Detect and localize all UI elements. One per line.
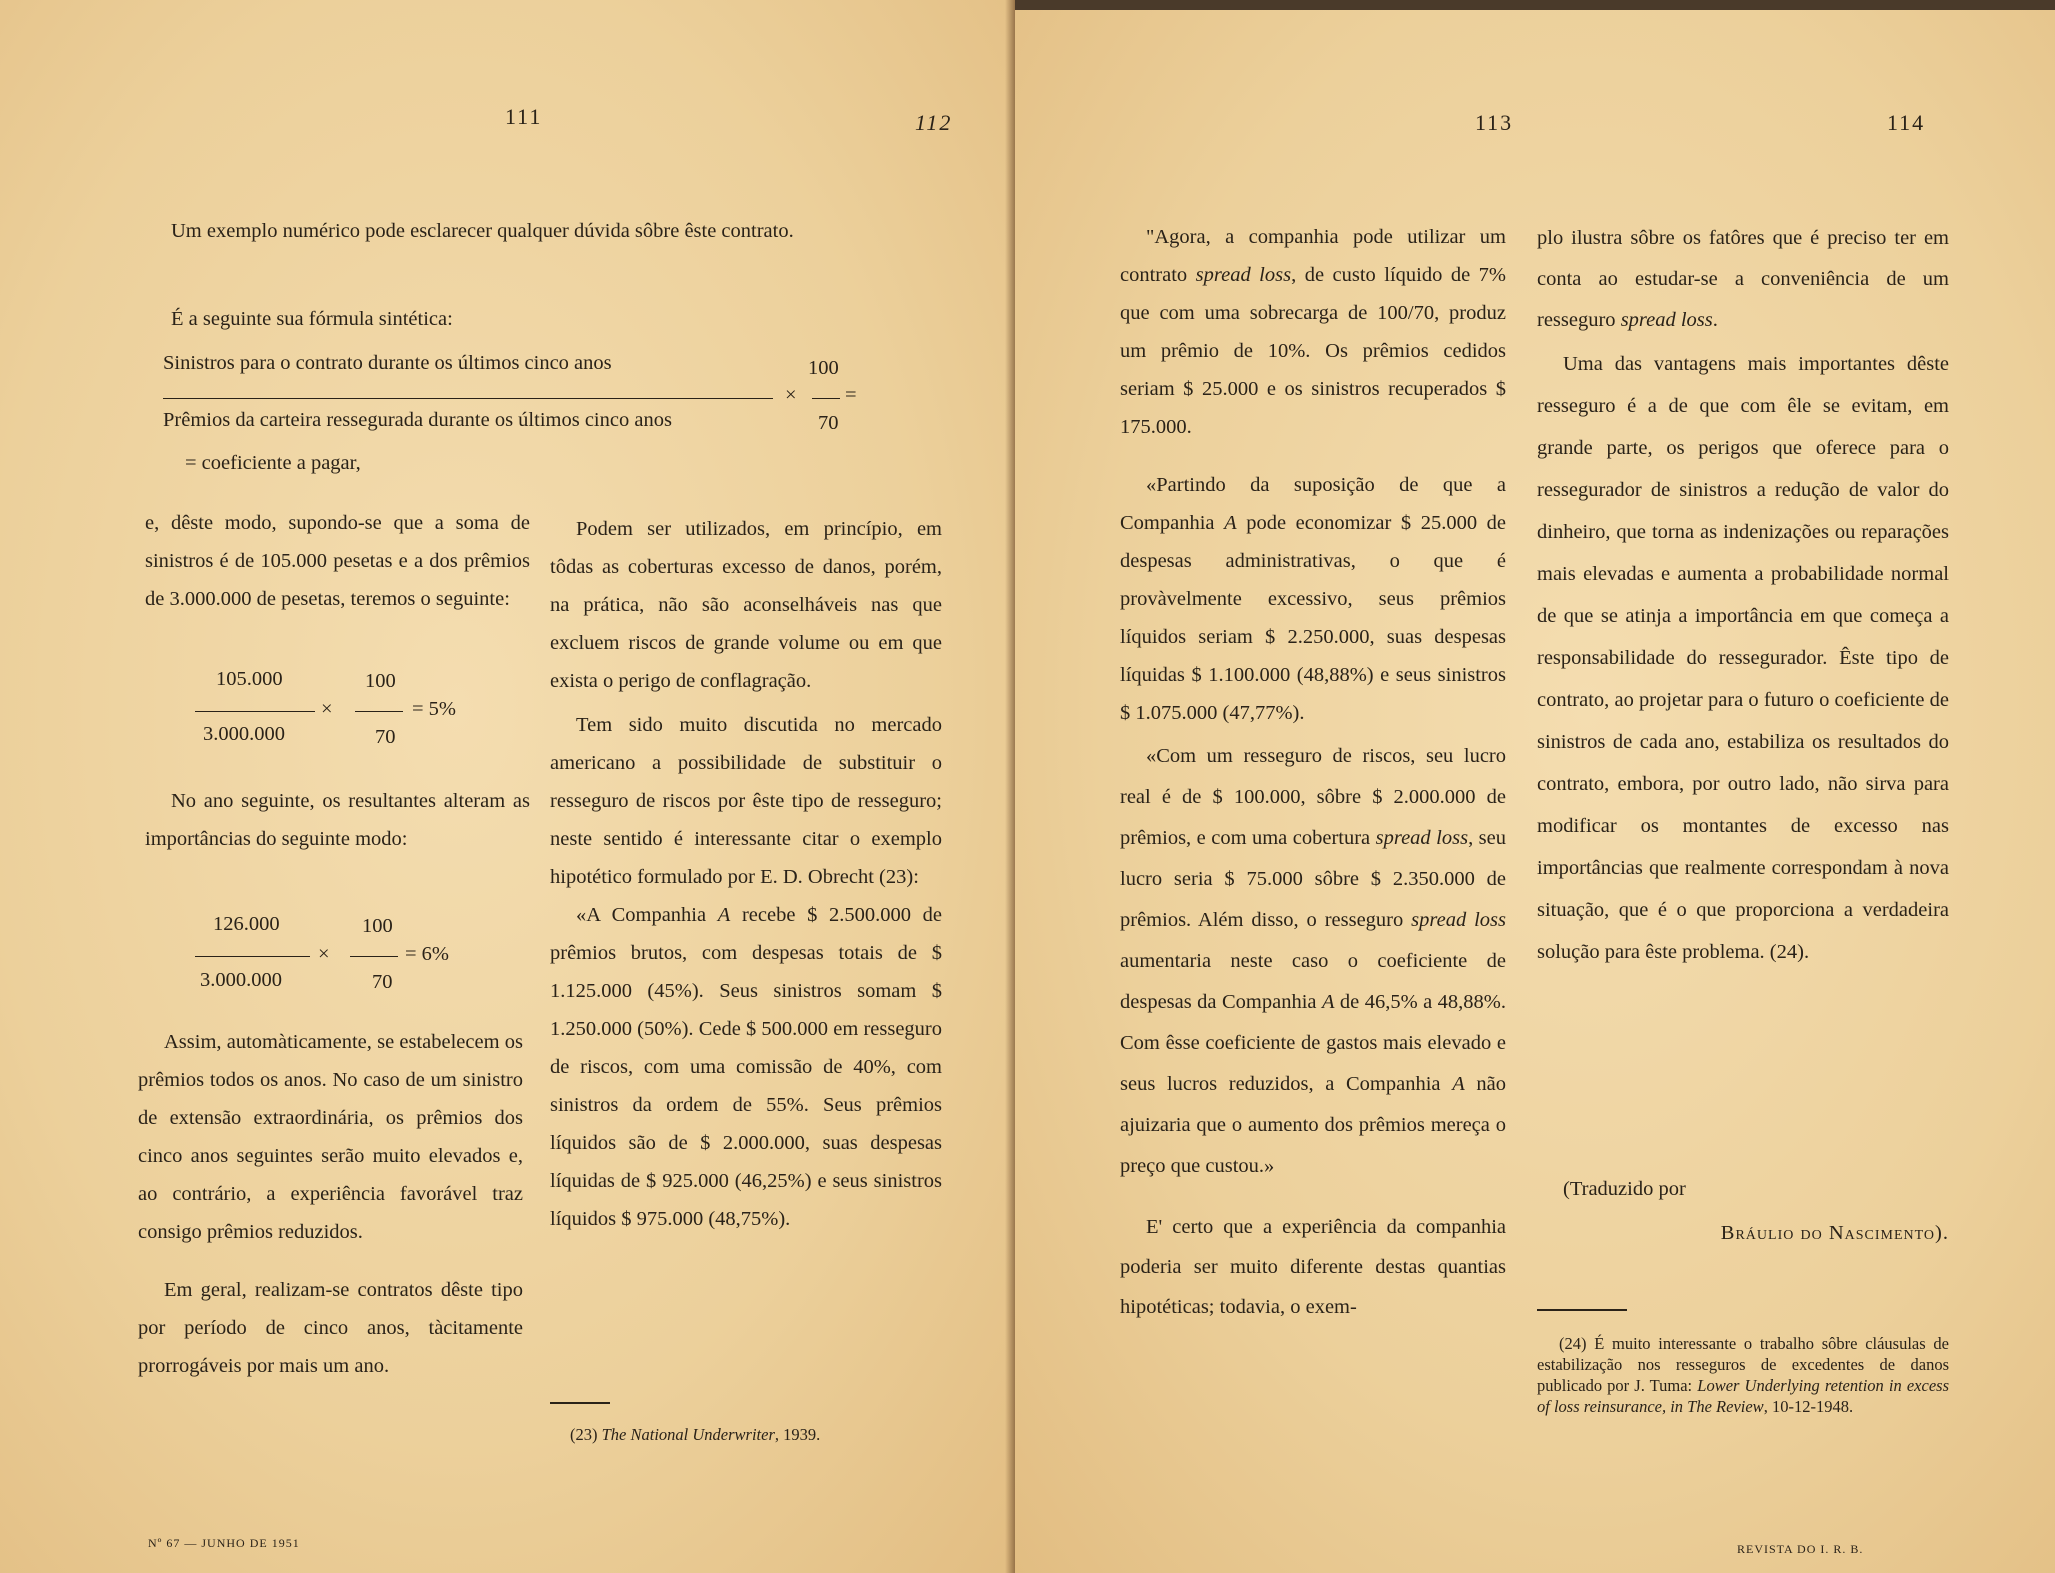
footnote-rule-24 [1537, 1309, 1627, 1311]
right-page [1015, 0, 2055, 1573]
footnote-23: (23) The National Underwriter, 1939. [570, 1425, 821, 1444]
left-page [0, 0, 1015, 1573]
formula-denominator: Prêmios da carteira ressegurada durante os últimos cinco anos [163, 409, 672, 431]
col2-paragraph-1: Podem ser utilizados, em princípio, em tôdas as coberturas excesso de danos, porém, na prática, não são aconselháveis nas que excluem riscos de grande volume ou em que exista o perigo de conflagração. [550, 518, 942, 692]
col1-paragraph-2: No ano seguinte, os resultantes alteram as importâncias do seguinte modo: [145, 790, 530, 850]
frac1-70: 70 [375, 726, 396, 748]
frac1-result: = 5% [412, 698, 457, 720]
col3-paragraph-1: "Agora, a companhia pode utilizar um contrato spread loss, de custo líquido de 7% que com uma sobrecarga de 100/70, produz um prêmio de 10%. Os prêmios cedidos seriam $ 25.000 e os sinistros recuperados $ 175.000. [1120, 226, 1507, 438]
frac1-numerator: 105.000 [216, 668, 283, 690]
frac2-times: × [318, 943, 330, 965]
col2-paragraph-2: Tem sido muito discutida no mercado americano a possibilidade de substituir o resseguro de riscos por êste tipo de resseguro; neste sentido é interessante citar o exemplo hipotético formulado por E. D. Obrecht (23): [550, 714, 942, 888]
frac2-70: 70 [372, 971, 393, 993]
col3-text [1120, 218, 1506, 1327]
col3-paragraph-4: E' certo que a experiência da companhia poderia ser muito diferente destas quantias hipotéticas; todavia, o exem- [1120, 1216, 1506, 1318]
page-number-114: 114 [1887, 110, 1926, 135]
frac2-numerator: 126.000 [213, 913, 280, 935]
col1-paragraph-4: Em geral, realizam-se contratos dêste tipo por período de cinco anos, tàcitamente prorrogáveis por mais um ano. [138, 1279, 523, 1377]
col4-paragraph-1: plo ilustra sôbre os fatôres que é preciso ter em conta ao estudar-se a conveniência de um resseguro spread loss. [1537, 227, 1949, 331]
formula-result: = coeficiente a pagar, [185, 452, 361, 474]
frac2-denominator: 3.000.000 [200, 969, 282, 991]
intro-paragraph: Um exemplo numérico pode esclarecer qualquer dúvida sôbre êste contrato. [171, 220, 794, 242]
formula-numerator: Sinistros para o contrato durante os últimos cinco anos [163, 352, 612, 374]
footnote-24: (24) É muito interessante o trabalho sôbre cláusulas de estabilização nos resseguros de excedentes de danos publicado por J. Tuma: Lower Underlying retention in excess of loss reinsurance, in The Review, 10-12-1948. [1537, 1334, 1949, 1416]
frac2-100: 100 [362, 915, 393, 937]
formula-intro: É a seguinte sua fórmula sintética: [171, 308, 453, 330]
footer-left: Nº 67 — JUNHO DE 1951 [148, 1536, 300, 1550]
col2-paragraph-3: «A Companhia A recebe $ 2.500.000 de prêmios brutos, com despesas totais de $ 1.125.000 (45%). Seus sinistros somam $ 1.250.000 (50%). Cede $ 500.000 em resseguro de riscos, com uma comissão de 40%, com sinistros da ordem de 55%. Seus prêmios líquidos são de $ 2.000.000, suas despesas líquidas de $ 925.000 (46,25%) e seus sinistros líquidos $ 975.000 (48,75%). [550, 904, 943, 1230]
col2-text [550, 510, 942, 1238]
frac1-denominator: 3.000.000 [203, 723, 285, 745]
formula-70: 70 [818, 412, 839, 434]
translated-by: (Traduzido por [1563, 1178, 1686, 1200]
col1-paragraph-3: Assim, automàticamente, se estabelecem os prêmios todos os anos. No caso de um sinistro de extensão extraordinária, os prêmios dos cinco anos seguintes serão muito elevados e, ao contrário, a experiência favorável traz consigo prêmios reduzidos. Em geral, realizam-se contratos dêste tipo por período de cinco anos, tàcitamente prorrogáveis por mais um ano. [138, 1023, 523, 1385]
col4-text [1537, 218, 1949, 973]
top-edge [1015, 0, 2055, 10]
footer-right: REVISTA DO I. R. B. [1737, 1542, 1864, 1556]
formula-times: × [785, 384, 797, 406]
frac1-times: × [321, 698, 333, 720]
page-number-113: 113 [1475, 110, 1514, 135]
formula-equals: = [845, 384, 857, 406]
page-number-111: 111 [505, 104, 543, 129]
footnote-rule-23 [550, 1402, 610, 1404]
frac1-100: 100 [365, 670, 396, 692]
translator-credit [1537, 1170, 1949, 1252]
translator-name: Bráulio do Nascimento). [1720, 1222, 1949, 1244]
frac2-result: = 6% [405, 943, 450, 965]
col3-paragraph-2: «Partindo da suposição de que a Companhia A pode economizar $ 25.000 de despesas administrativas, o que é provàvelmente excessivo, seus prêmios líquidos seriam $ 2.250.000, suas despesas líquidas $ 1.100.000 (48,88%) e seus sinistros $ 1.075.000 (47,77%). [1120, 474, 1507, 724]
col1-paragraph-1: e, dêste modo, supondo-se que a soma de sinistros é de 105.000 pesetas e a dos prêmios de 3.000.000 de pesetas, teremos o seguinte: [145, 512, 530, 610]
formula-100: 100 [808, 357, 839, 379]
col3-paragraph-3: «Com um resseguro de riscos, seu lucro real é de $ 100.000, sôbre $ 2.000.000 de prêmios, e com uma cobertura spread loss, seu lucro seria $ 75.000 sôbre $ 2.350.000 de prêmios. Além disso, o resseguro spread loss aumentaria neste caso o coeficiente de despesas da Companhia A de 46,5% a 48,88%. Com êsse coeficiente de gastos mais elevado e seus lucros reduzidos, a Companhia A não ajuizaria que o aumento dos prêmios mereça o preço que custou.» [1120, 745, 1506, 1177]
page-number-112: 112 [915, 110, 953, 135]
col4-paragraph-2: Uma das vantagens mais importantes dêste resseguro é a de que com êle se evitam, em grande parte, os perigos que oferece para o ressegurador de sinistros a redução de valor do dinheiro, que torna as indenizações ou reparações mais elevadas e aumenta a probabilidade normal de que se atinja a importância em que começa a responsabilidade do ressegurador. Êste tipo de contrato, ao projetar para o futuro o coeficiente de sinistros de cada ano, estabiliza os resultados do contrato, embora, por outro lado, não sirva para modificar os montantes de excesso nas importâncias que realmente correspondam à nova situação, que é o que proporciona a verdadeira solução para êste problema. (24). [1537, 353, 1949, 963]
